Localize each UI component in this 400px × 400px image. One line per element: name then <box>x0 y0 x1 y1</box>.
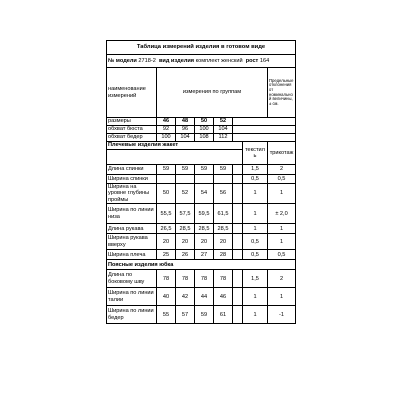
value-cell <box>214 175 233 184</box>
value-cell: 27 <box>195 250 214 260</box>
empty-cell <box>233 306 243 324</box>
knit-cell: 0,5 <box>268 250 296 260</box>
value-cell: 20 <box>176 234 195 250</box>
row-label: Ширина по линии бедер <box>107 306 157 324</box>
value-cell: 78 <box>214 270 233 288</box>
model-value: 2718-2 <box>138 57 156 64</box>
row-label: Длина по боковому шву <box>107 270 157 288</box>
value-cell <box>157 175 176 184</box>
value-cell: 42 <box>176 288 195 306</box>
table-row <box>107 270 296 288</box>
textile-cell: 0,5 <box>243 234 268 250</box>
empty-cell <box>233 126 296 134</box>
knit-cell: 0,5 <box>268 175 296 184</box>
size-cell: 50 <box>195 118 214 126</box>
textile-header: текстиль <box>243 142 268 165</box>
value-cell: 54 <box>195 184 214 204</box>
value-cell: 25 <box>157 250 176 260</box>
section-row <box>107 142 296 150</box>
knit-cell: 2 <box>268 270 296 288</box>
value-cell: 46 <box>214 288 233 306</box>
empty-cell <box>233 234 243 250</box>
height-label: рост <box>245 57 259 64</box>
table-row <box>107 126 296 134</box>
knit-header: трикотаж <box>268 142 296 165</box>
size-cell: 48 <box>176 118 195 126</box>
value-cell: 20 <box>214 234 233 250</box>
sizes-label: размеры <box>107 118 157 126</box>
value-cell: 40 <box>157 288 176 306</box>
value-cell: 28,5 <box>195 224 214 234</box>
knit-cell: 1 <box>268 234 296 250</box>
value-cell: 59 <box>195 165 214 175</box>
jacket-section-label: Плечевые изделия жакет <box>107 142 243 150</box>
model-info <box>107 55 296 68</box>
value-cell: 104 <box>214 126 233 134</box>
empty-cell <box>233 270 243 288</box>
empty-cell <box>233 118 296 126</box>
knit-cell: 2 <box>268 165 296 175</box>
value-cell: 52 <box>176 184 195 204</box>
knit-cell: 1 <box>268 288 296 306</box>
value-cell: 92 <box>157 126 176 134</box>
value-cell: 57 <box>176 306 195 324</box>
table-row <box>107 204 296 224</box>
table-row <box>107 175 296 184</box>
size-cell: 46 <box>157 118 176 126</box>
empty-cell <box>233 134 296 142</box>
value-cell: 100 <box>157 134 176 142</box>
knit-cell: 1 <box>268 224 296 234</box>
value-cell: 104 <box>176 134 195 142</box>
section-row <box>107 260 296 270</box>
row-label: обхват бюста <box>107 126 157 134</box>
value-cell: 55 <box>157 306 176 324</box>
table-title: Таблица измерений изделия в готовом виде <box>107 41 296 55</box>
empty-cell <box>107 150 243 165</box>
value-cell: 61 <box>214 306 233 324</box>
empty-cell <box>233 184 243 204</box>
row-label: Ширина на уровне глубины проймы <box>107 184 157 204</box>
value-cell: 96 <box>176 126 195 134</box>
value-cell: 55,5 <box>157 204 176 224</box>
model-label: № модели <box>108 57 137 64</box>
value-cell: 61,5 <box>214 204 233 224</box>
value-cell: 59 <box>176 165 195 175</box>
table-row <box>107 224 296 234</box>
textile-cell: 1,5 <box>243 165 268 175</box>
textile-cell: 1 <box>243 224 268 234</box>
table-row <box>107 288 296 306</box>
row-label: Ширина по линии низа <box>107 204 157 224</box>
row-label: обхват бедер <box>107 134 157 142</box>
deviation-header: Предельные отклонения от номинальной величины, ± см. <box>268 68 296 118</box>
value-cell <box>176 175 195 184</box>
textile-cell: 1 <box>243 288 268 306</box>
value-cell: 20 <box>157 234 176 250</box>
empty-cell <box>233 165 243 175</box>
value-cell: 108 <box>195 134 214 142</box>
size-cell: 52 <box>214 118 233 126</box>
textile-cell: 0,5 <box>243 250 268 260</box>
empty-cell <box>233 288 243 306</box>
table-row <box>107 234 296 250</box>
row-label: Длина спинки <box>107 165 157 175</box>
value-cell: 26 <box>176 250 195 260</box>
value-cell: 59,5 <box>195 204 214 224</box>
value-cell: 59 <box>195 306 214 324</box>
value-cell: 44 <box>195 288 214 306</box>
value-cell: 112 <box>214 134 233 142</box>
row-label: Ширина по линии талии <box>107 288 157 306</box>
knit-cell: -1 <box>268 306 296 324</box>
value-cell: 59 <box>214 165 233 175</box>
value-cell: 78 <box>176 270 195 288</box>
empty-cell <box>233 204 243 224</box>
measurement-sheet <box>106 40 295 362</box>
knit-cell: ± 2,0 <box>268 204 296 224</box>
measurement-table <box>106 40 296 324</box>
type-value: комплект женский <box>195 57 243 64</box>
table-row <box>107 250 296 260</box>
value-cell: 28,5 <box>176 224 195 234</box>
table-row <box>107 134 296 142</box>
value-cell: 28 <box>214 250 233 260</box>
textile-cell: 1 <box>243 306 268 324</box>
groups-header: измерения по группам <box>157 68 268 118</box>
textile-cell: 0,5 <box>243 175 268 184</box>
textile-cell: 1 <box>243 184 268 204</box>
skirt-section-label: Поясные изделия юбка <box>107 260 296 270</box>
row-label: Ширина плеча <box>107 250 157 260</box>
value-cell: 50 <box>157 184 176 204</box>
sizes-row <box>107 118 296 126</box>
value-cell: 20 <box>195 234 214 250</box>
value-cell: 59 <box>157 165 176 175</box>
value-cell: 28,5 <box>214 224 233 234</box>
textile-cell: 1,5 <box>243 270 268 288</box>
row-label: Длина рукава <box>107 224 157 234</box>
row-label: Ширина рукава вверху <box>107 234 157 250</box>
empty-cell <box>233 175 243 184</box>
empty-cell <box>233 250 243 260</box>
value-cell: 78 <box>157 270 176 288</box>
value-cell: 57,5 <box>176 204 195 224</box>
type-label: вид изделия <box>158 57 195 64</box>
textile-cell: 1 <box>243 204 268 224</box>
empty-cell <box>233 224 243 234</box>
value-cell: 100 <box>195 126 214 134</box>
row-label: Ширина спинки <box>107 175 157 184</box>
value-cell: 78 <box>195 270 214 288</box>
value-cell: 56 <box>214 184 233 204</box>
value-cell: 26,5 <box>157 224 176 234</box>
table-row <box>107 306 296 324</box>
value-cell <box>195 175 214 184</box>
name-header: наименование измерений <box>107 68 157 118</box>
table-row <box>107 165 296 175</box>
height-value: 164 <box>259 57 270 64</box>
table-row <box>107 184 296 204</box>
knit-cell: 1 <box>268 184 296 204</box>
model-row <box>107 55 296 68</box>
header-row <box>107 68 296 118</box>
